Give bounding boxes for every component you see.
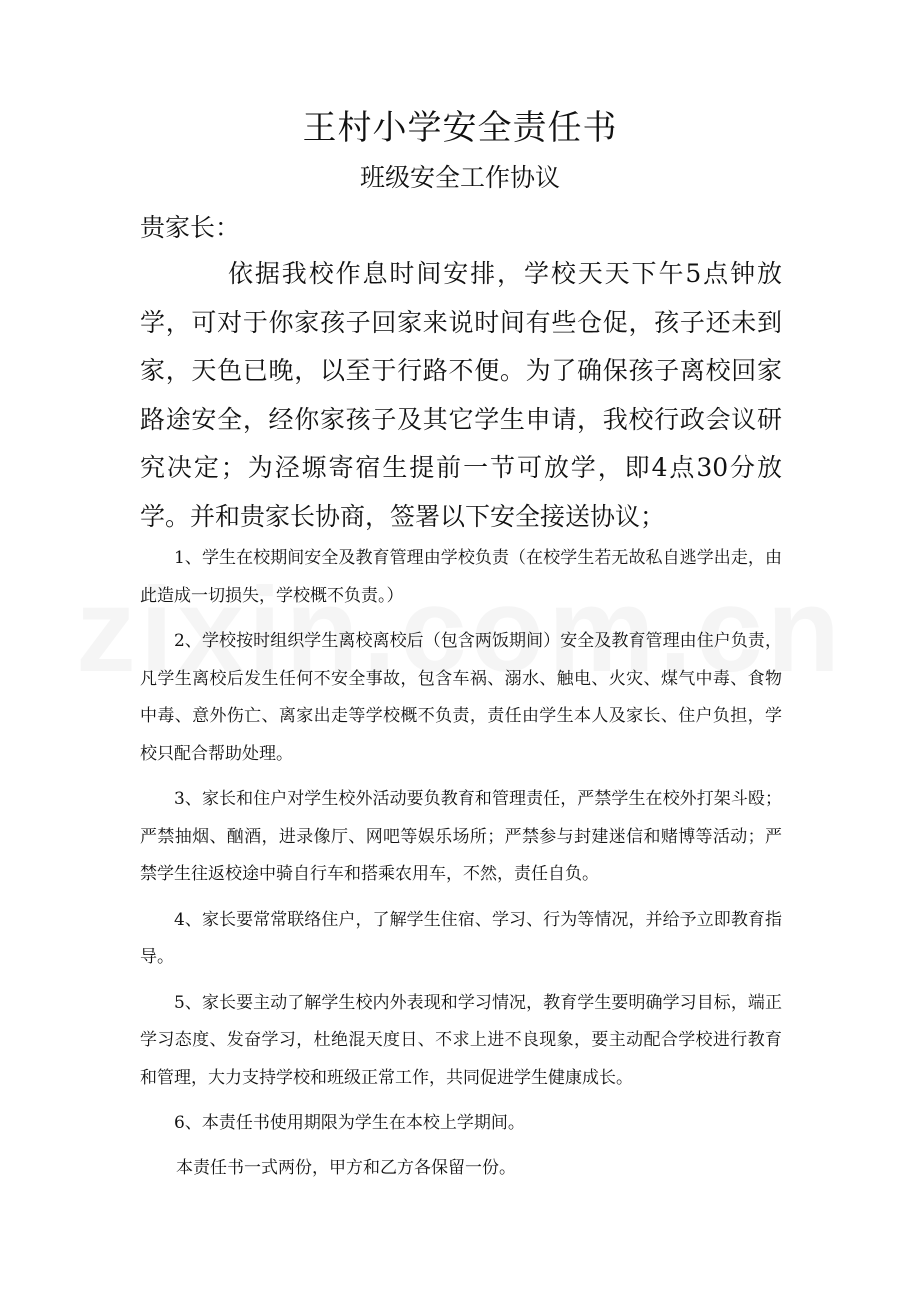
clause-list [140, 540, 782, 1151]
clause-2: 2、学校按时组织学生离校离校后（包含两饭期间）安全及教育管理由住户负责，凡学生离校后发生任何不安全事故，包含车祸、溺水、触电、火灾、煤气中毒、食物中毒、意外伤亡、离家出走等学校概不负责，责任由学生本人及家长、住户负担，学校只配合帮助处理。 [140, 631, 782, 764]
clause-1: 1、学生在校期间安全及教育管理由学校负责（在校学生若无故私自逃学出走，由此造成一切损失，学校概不负责。） [140, 548, 782, 606]
clause-3: 3、家长和住户对学生校外活动要负教育和管理责任，严禁学生在校外打架斗殴；严禁抽烟、酗酒，进录像厅、网吧等娱乐场所；严禁参与封建迷信和赌博等活动；严禁学生往返校途中骑自行车和搭乘农用车，不然，责任自负。 [140, 789, 782, 884]
document-subtitle: 班级安全工作协议 [359, 163, 560, 192]
clause-6: 6、本责任书使用期限为学生在本校上学期间。 [174, 1113, 525, 1133]
salutation: 贵家长： [140, 213, 241, 242]
clause-4: 4、家长要常常联络住户，了解学生住宿、学习、行为等情况，并给予立即教育指导。 [140, 909, 782, 967]
intro-paragraph: 依据我校作息时间安排，学校天天下午5点钟放学，可对于你家孩子回家来说时间有些仓促，孩子还未到家，天色已晚，以至于行路不便。为了确保孩子离校回家路途安全，经你家孩子及其它学生申请，我校行政会议研究决定；为泾塬寄宿生提前一节可放学，即4点30分放学。并和贵家长协商，签署以下安全接送协议； [140, 259, 782, 531]
document-title: 王村小学安全责任书 [302, 108, 618, 148]
closing-note: 本责任书一式两份，甲方和乙方各保留一份。 [176, 1158, 516, 1178]
clause-5: 5、家长要主动了解学生校内外表现和学习情况，教育学生要明确学习目标，端正学习态度、发奋学习，杜绝混天度日、不求上进不良现象，要主动配合学校进行教育和管理，大力支持学校和班级正常工作，共同促进学生健康成长。 [140, 992, 782, 1088]
